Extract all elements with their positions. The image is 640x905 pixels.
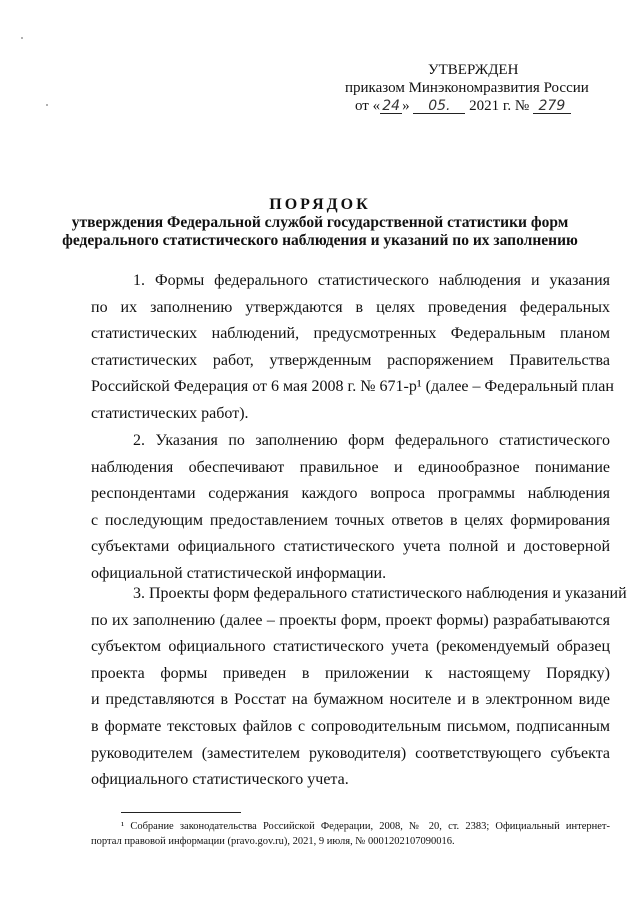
- handwritten-month: 05.: [413, 99, 465, 114]
- handwritten-day: 24: [380, 99, 402, 114]
- text-line: респондентами содержания каждого вопроса программы наблюдения: [91, 485, 610, 503]
- paragraph-2: [91, 428, 610, 588]
- text-line: в формате текстовых файлов с сопроводительным письмом, подписанным: [91, 717, 610, 735]
- footnote-line: портал правовой информации (pravo.gov.ru), 2021, 9 июля, № 0001202107090016.: [91, 836, 455, 847]
- text-line: с последующим предоставлением точных ответов в целях формирования: [91, 511, 610, 529]
- text-line: 1. Формы федерального статистического наблюдения и указания: [133, 272, 610, 289]
- footnote-divider: [121, 812, 241, 813]
- text-line: по их заполнению утверждаются в целях проведения федеральных: [91, 298, 610, 316]
- scan-speck: [21, 37, 23, 39]
- text-line: 3. Проекты форм федерального статистического наблюдения и указаний: [133, 585, 627, 602]
- handwritten-number: 279: [533, 99, 571, 114]
- date-mid: »: [402, 98, 410, 114]
- document-subtitle-line: федерального статистического наблюдения и указаний по их заполнению: [62, 232, 578, 249]
- text-line: официального статистического учета.: [91, 771, 349, 789]
- paragraph-1: [91, 268, 614, 428]
- text-line: официальной статистической информации.: [91, 564, 387, 582]
- document-heading: ПОРЯДОК: [269, 196, 371, 213]
- text-line: и представляются в Росстат на бумажном носителе и в электронном виде: [91, 691, 610, 709]
- text-line: субъектами официального статистического учета полной и достоверной: [91, 538, 610, 556]
- text-line: статистических работ, утвержденным распоряжением Правительства: [91, 351, 610, 369]
- paragraph-3: [91, 581, 627, 794]
- document-subtitle-line: утверждения Федеральной службой государственной статистики форм: [71, 214, 569, 231]
- text-line: по их заполнению (далее – проекты форм, проект формы) разрабатываются: [91, 611, 610, 629]
- date-prefix: от «: [355, 98, 381, 114]
- approval-date-line: [355, 97, 571, 115]
- scan-speck: [46, 104, 48, 106]
- text-line: статистических наблюдений, предусмотренных Федеральным планом: [91, 325, 610, 343]
- approval-title: УТВЕРЖДЕН: [428, 62, 519, 78]
- text-line: наблюдения обеспечивают правильное и единообразное понимание: [91, 458, 610, 476]
- year-text: 2021 г. №: [469, 98, 530, 114]
- text-line: 2. Указания по заполнению форм федерального статистического: [133, 432, 610, 449]
- footnote-line: ¹ Собрание законодательства Российской Федерации, 2008, № 20, ст. 2383; Официальный интернет-: [121, 821, 610, 832]
- footnote: [91, 819, 610, 849]
- text-line: субъектом официального статистического учета (рекомендуемый образец: [91, 638, 610, 656]
- text-line: Российской Федерация от 6 мая 2008 г. № 671-р¹ (далее – Федеральный план: [91, 378, 614, 396]
- text-line: статистических работ).: [91, 404, 249, 422]
- approval-order-line: приказом Минэкономразвития России: [345, 80, 589, 96]
- text-line: проекта формы приведен в приложении к настоящему Порядку): [91, 664, 610, 682]
- text-line: руководителем (заместителем руководителя) соответствующего субъекта: [91, 744, 610, 762]
